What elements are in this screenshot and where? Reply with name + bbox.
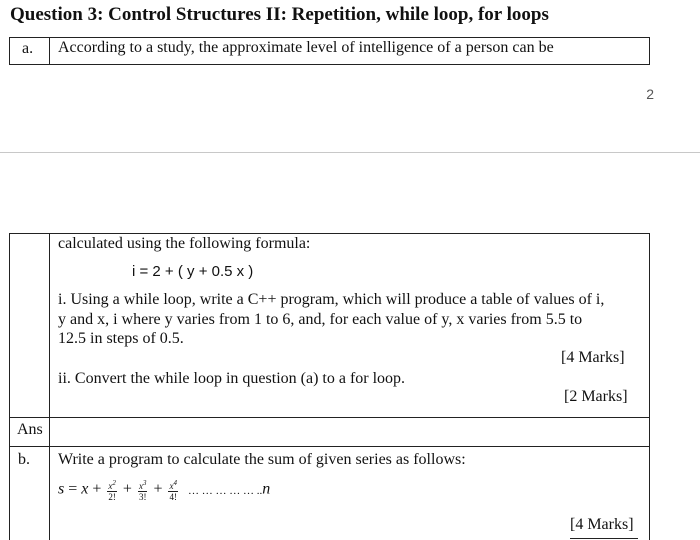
term4-den: 4! <box>169 492 177 502</box>
task1-line1: i. Using a while loop, write a C++ program, which will produce a table of values of i, <box>58 291 605 308</box>
series-plus-1: + <box>92 480 102 498</box>
answer-label: Ans <box>17 421 43 438</box>
page-number: 2 <box>646 86 654 102</box>
series-term-3 <box>138 478 148 502</box>
part-b-text: Write a program to calculate the sum of given series as follows: <box>58 451 466 468</box>
task2-text: ii. Convert the while loop in question (a) to a for loop. <box>58 370 406 387</box>
table-column-divider <box>49 233 50 540</box>
series-plus-3: + <box>153 480 163 498</box>
series-plus-2: + <box>122 480 132 498</box>
term2-num: x <box>108 481 113 491</box>
series-formula <box>58 478 270 512</box>
part-a-formula: i = 2 + ( y + 0.5 x ) <box>132 263 254 280</box>
question-title: Question 3: Control Structures II: Repetition, while loop, for loops <box>10 4 549 25</box>
task2-marks: [2 Marks] <box>564 388 628 405</box>
term3-num: x <box>138 481 143 491</box>
part-a-intro: According to a study, the approximate level of intelligence of a person can be <box>58 39 554 56</box>
series-equals: = <box>68 480 78 498</box>
part-a-continued: calculated using the following formula: <box>58 235 311 252</box>
part-b-marks: [4 Marks] <box>570 516 634 533</box>
series-term-2 <box>107 478 117 502</box>
row-divider-b-top <box>9 446 650 447</box>
row-divider-ans-top <box>9 417 650 418</box>
series-x: x <box>81 480 89 498</box>
series-dots: … … … … … .. <box>187 484 263 497</box>
term4-num: x <box>169 481 174 491</box>
task1-line3: 12.5 in steps of 0.5. <box>58 330 184 347</box>
series-term-4 <box>168 478 178 502</box>
task1-marks: [4 Marks] <box>561 349 625 366</box>
row-divider-bottom <box>570 538 638 539</box>
term2-den: 2! <box>108 492 116 502</box>
term4-exp: 4 <box>173 479 177 487</box>
part-a-label: a. <box>22 40 34 57</box>
task1-line2: y and x, i where y varies from 1 to 6, and, for each value of y, x varies from 5.5 to <box>58 311 583 328</box>
part-b-label: b. <box>18 451 30 468</box>
term2-exp: 2 <box>112 479 116 487</box>
part-a-header-divider <box>49 37 50 65</box>
term3-den: 3! <box>138 492 147 502</box>
series-n: n <box>262 480 271 498</box>
series-lhs: s <box>58 480 65 498</box>
term3-exp: 3 <box>142 479 147 487</box>
page-separator <box>0 152 700 153</box>
